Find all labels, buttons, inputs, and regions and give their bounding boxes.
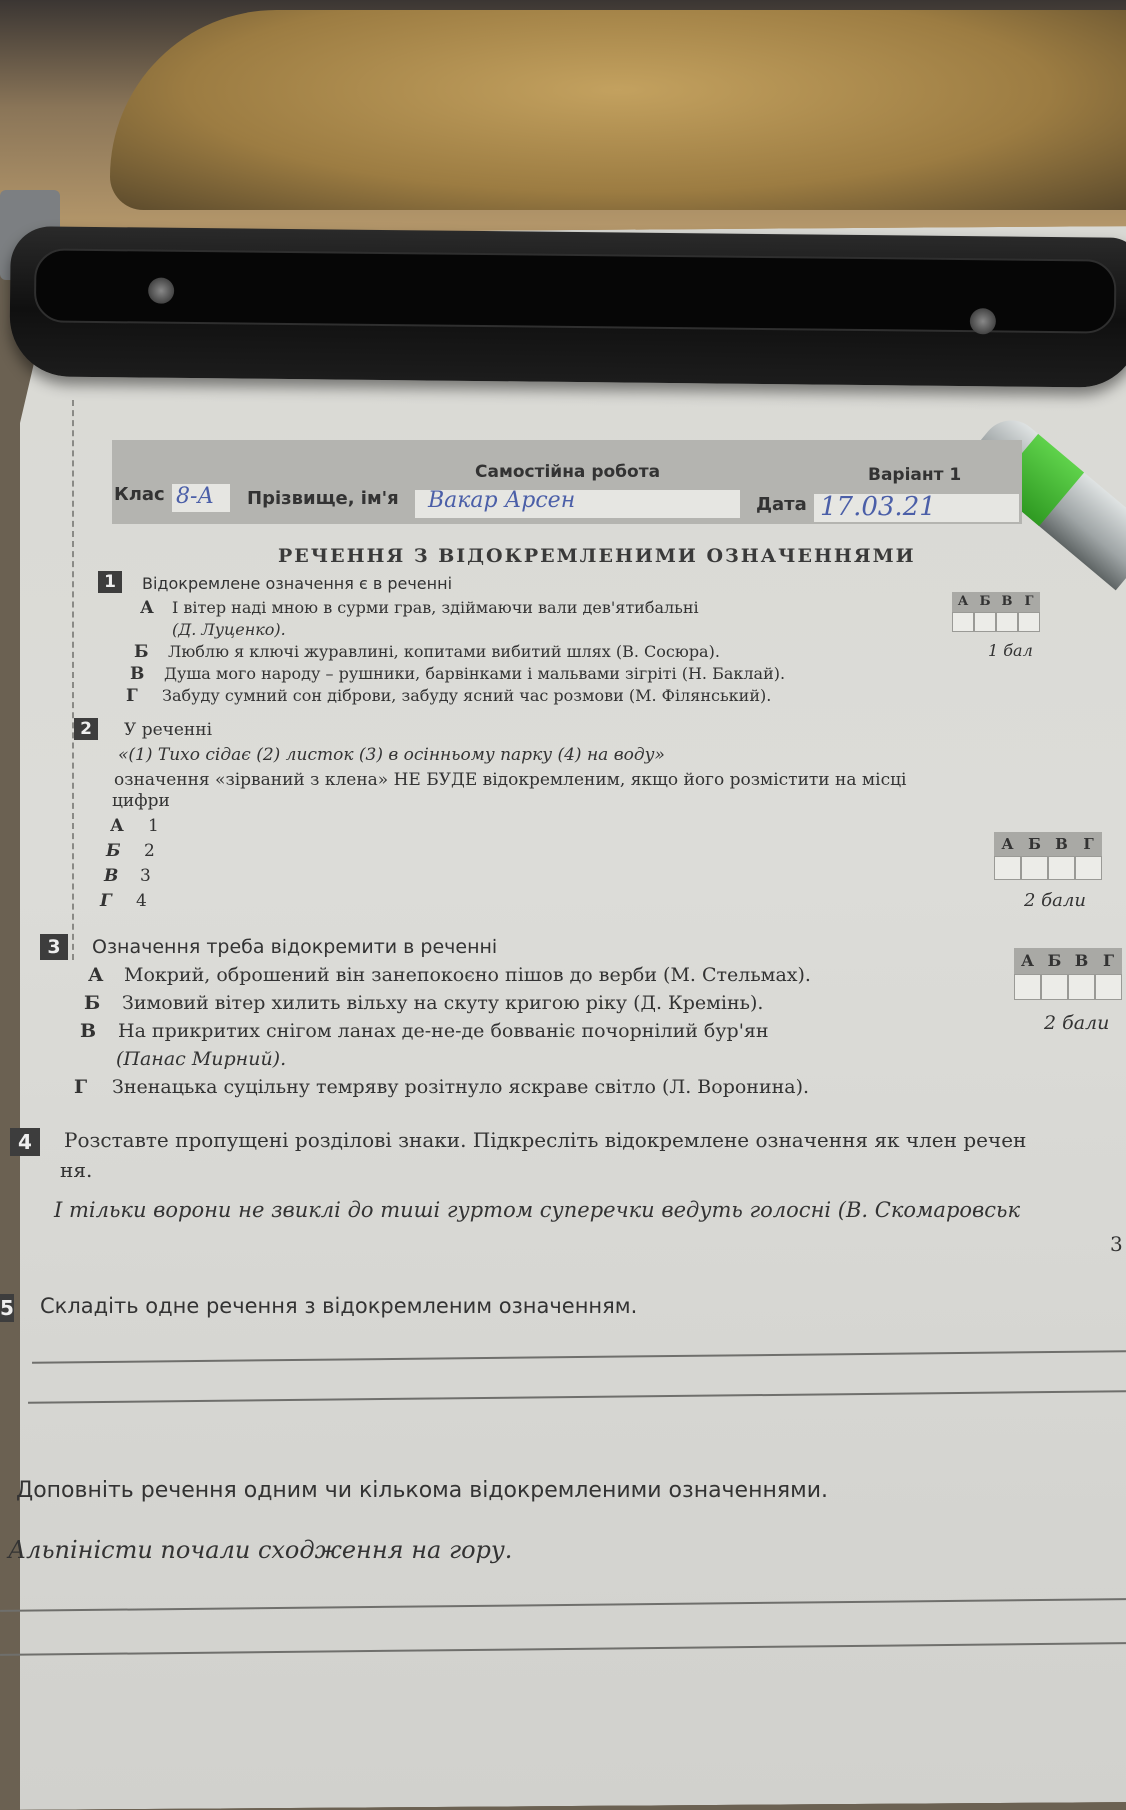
class-label: Клас [114, 484, 165, 505]
task3-option-letter: Г [74, 1076, 88, 1098]
answer-cell[interactable] [1048, 856, 1075, 880]
task1-option-letter: В [130, 664, 145, 684]
task2-option-letter: В [104, 866, 119, 886]
task2-option-letter: Б [106, 841, 121, 861]
grid-header: Б [974, 592, 996, 612]
task1-score: 1 бал [988, 641, 1033, 660]
grid-header: Г [1075, 832, 1102, 856]
grid-header: А [1014, 948, 1041, 974]
variant-label: Варіант 1 [868, 465, 962, 485]
grid-header: А [952, 592, 974, 612]
grid-header: Г [1095, 948, 1122, 974]
answer-cell[interactable] [1075, 856, 1102, 880]
task2-option-b: 2 [144, 841, 155, 861]
task3-option-a: Мокрий, оброшений він занепокоєно пішов до верби (М. Стельмах). [124, 964, 811, 986]
task3-option-letter: Б [84, 992, 101, 1014]
task1-option-letter: А [140, 598, 154, 618]
chair-seat [110, 10, 1126, 210]
grid-header: В [1068, 948, 1095, 974]
answer-cell[interactable] [994, 856, 1021, 880]
task2-option-v: 3 [140, 866, 151, 886]
task1-option-g: Забуду сумний сон діброви, забуду ясний час розмови (М. Філянський). [162, 686, 772, 705]
task3-option-g: Зненацька суцільну темряву розітнуло яскраве світло (Л. Воронина). [112, 1076, 810, 1098]
answer-cell[interactable] [974, 612, 996, 632]
task-number-3: 3 [40, 934, 68, 960]
task1-option-letter: Б [134, 642, 149, 662]
answer-cell[interactable] [1018, 612, 1040, 632]
answer-cell[interactable] [1041, 974, 1068, 1000]
grid-header: А [994, 832, 1021, 856]
answer-cell[interactable] [1095, 974, 1122, 1000]
task4-question-cont: ня. [60, 1158, 93, 1182]
task1-option-v: Душа мого народу – рушники, барвінками і мальвами зігріті (Н. Баклай). [164, 664, 786, 683]
task2-option-letter: А [110, 816, 124, 836]
task1-question: Відокремлене означення є в реченні [142, 574, 453, 593]
task1-option-a-author: (Д. Луценко). [172, 620, 286, 639]
task3-answer-grid[interactable] [1014, 948, 1122, 1000]
task3-option-v-author: (Панас Мирний). [116, 1048, 287, 1070]
task3-option-v: На прикритих снігом ланах де-не-де бовваніє почорнілий бур'ян [118, 1020, 769, 1042]
worksheet-title: Самостійна робота [475, 462, 661, 482]
task2-answer-grid[interactable] [994, 832, 1102, 880]
answer-cell[interactable] [1021, 856, 1048, 880]
name-label: Прізвище, ім'я [247, 488, 399, 509]
task6-sentence: Альпіністи почали сходження на гору. [8, 1536, 513, 1564]
task1-option-letter: Г [126, 686, 138, 706]
screw-icon [970, 308, 996, 334]
answer-cell[interactable] [1014, 974, 1041, 1000]
task3-option-letter: В [80, 1020, 97, 1042]
topic-heading: РЕЧЕННЯ З ВІДОКРЕМЛЕНИМИ ОЗНАЧЕННЯМИ [278, 545, 916, 567]
grid-header: В [996, 592, 1018, 612]
task-number-4: 4 [10, 1128, 40, 1156]
task2-question: У реченні [124, 720, 213, 740]
task6-question: Доповніть речення одним чи кількома відокремленими означеннями. [16, 1478, 828, 1503]
task3-question: Означення треба відокремити в реченні [92, 936, 498, 958]
cut-line [72, 400, 74, 960]
task2-sentence: «(1) Тихо сідає (2) листок (3) в осінньому парку (4) на воду» [118, 745, 665, 765]
task4-score: 3 [1110, 1232, 1123, 1256]
task2-option-a: 1 [148, 816, 159, 836]
grid-header: В [1048, 832, 1075, 856]
task-number-1: 1 [98, 571, 122, 593]
date-value: 17.03.21 [820, 492, 936, 522]
answer-cell[interactable] [996, 612, 1018, 632]
task2-condition-cont: цифри [112, 791, 170, 811]
task-number-5: 5 [0, 1296, 14, 1320]
task3-option-b: Зимовий вітер хилить вільху на скуту кригою ріку (Д. Кремінь). [122, 992, 764, 1014]
task3-option-letter: А [88, 964, 104, 986]
task4-question: Розставте пропущені розділові знаки. Підкресліть відокремлене означення як член речен [64, 1128, 1027, 1152]
task1-option-b: Люблю я ключі журавлині, копитами вибитий шлях (В. Сосюра). [168, 642, 720, 661]
answer-cell[interactable] [1068, 974, 1095, 1000]
class-value: 8-А [176, 484, 215, 509]
name-value: Вакар Арсен [428, 488, 576, 513]
pencil-case-groove [34, 248, 1117, 333]
task-number-2: 2 [74, 718, 98, 740]
task2-condition: означення «зірваний з клена» НЕ БУДЕ відокремленим, якщо його розмістити на місці [114, 770, 907, 790]
task5-question: Складіть одне речення з відокремленим означенням. [40, 1294, 638, 1318]
pencil-case [9, 226, 1126, 388]
task1-answer-grid[interactable] [952, 592, 1040, 632]
task4-sentence: І тільки ворони не звиклі до тиші гуртом суперечки ведуть голосні (В. Скомаровськ [54, 1198, 1020, 1222]
task1-option-a: І вітер наді мною в сурми грав, здіймаючи вали дев'ятибальні [172, 598, 699, 617]
screw-icon [148, 278, 174, 304]
grid-header: Г [1018, 592, 1040, 612]
date-label: Дата [756, 494, 807, 515]
grid-header: Б [1021, 832, 1048, 856]
task2-option-g: 4 [136, 891, 147, 911]
answer-cell[interactable] [952, 612, 974, 632]
task2-option-letter: Г [100, 891, 112, 911]
task3-score: 2 бали [1044, 1012, 1110, 1034]
grid-header: Б [1041, 948, 1068, 974]
task2-score: 2 бали [1024, 890, 1086, 911]
